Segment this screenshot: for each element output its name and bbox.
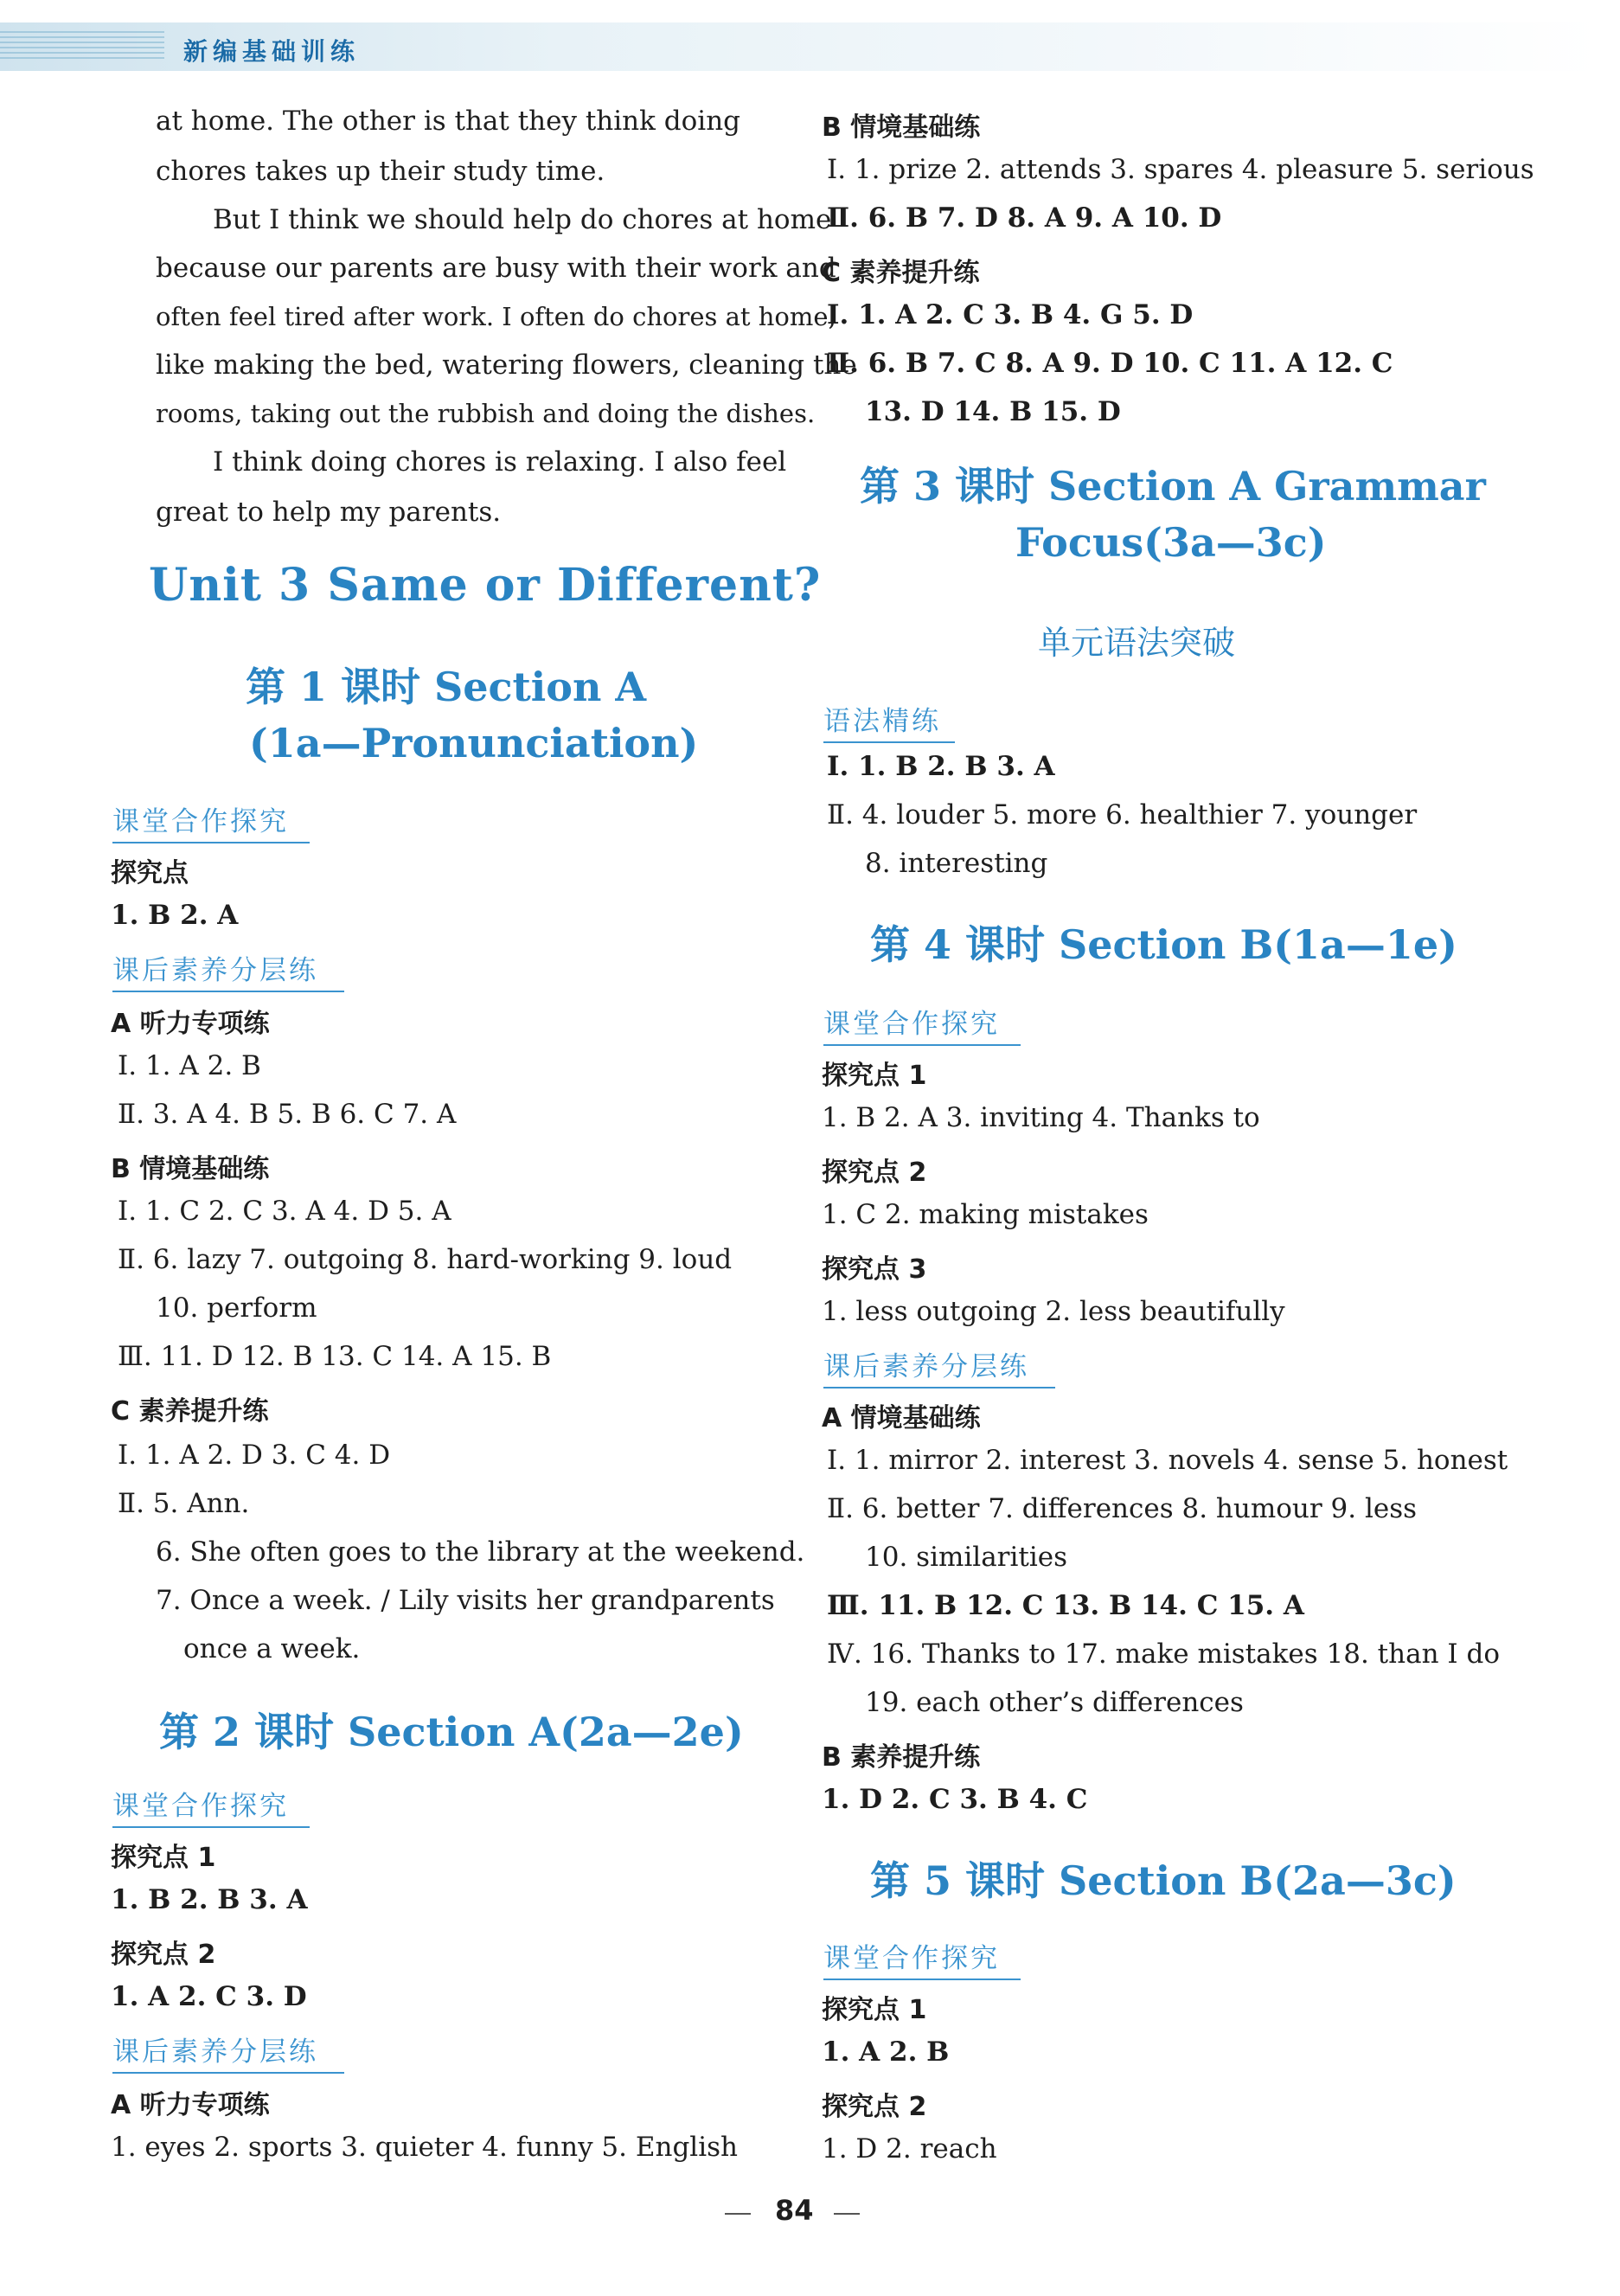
section-underline — [112, 991, 344, 992]
probe-point-heading: 探究点 3 — [822, 1254, 927, 1285]
page-number-dash-right — [834, 2213, 860, 2215]
essay-line: often feel tired after work. I often do chores at home, — [156, 302, 836, 331]
answer-line: once a week. — [183, 1633, 361, 1664]
answer-line: 1. B 2. A 3. inviting 4. Thanks to — [822, 1102, 1260, 1133]
answer-line: Ⅰ. 1. A 2. D 3. C 4. D — [118, 1440, 391, 1471]
section-label-text: 语法精练 — [823, 706, 941, 737]
answer-line: Ⅱ. 6. B 7. C 8. A 9. D 10. C 11. A 12. C — [827, 348, 1393, 379]
answer-line: Ⅰ. 1. prize 2. attends 3. spares 4. pleasure 5. serious — [827, 154, 1534, 185]
answer-line: Ⅱ. 3. A 4. B 5. B 6. C 7. A — [118, 1099, 457, 1130]
answer-line: 10. perform — [156, 1292, 317, 1324]
answer-line: Ⅱ. 6. B 7. D 8. A 9. A 10. D — [827, 202, 1222, 234]
essay-line: I think doing chores is relaxing. I also feel — [213, 446, 787, 478]
exercise-heading: B 情境基础练 — [822, 112, 981, 143]
probe-point-heading: 探究点 2 — [822, 1158, 927, 1188]
exercise-heading: A 情境基础练 — [822, 1403, 981, 1433]
essay-line: because our parents are busy with their work and — [156, 253, 836, 284]
section-label — [823, 1344, 1029, 1383]
answer-line: 1. B 2. B 3. A — [111, 1884, 308, 1915]
section-label-text: 课后素养分层练 — [823, 1351, 1029, 1382]
essay-line: chores takes up their study time. — [156, 156, 605, 187]
answer-line: 1. B 2. A — [111, 900, 239, 931]
answer-line: Ⅱ. 6. lazy 7. outgoing 8. hard-working 9. loud — [118, 1244, 733, 1275]
section-label — [112, 2030, 318, 2068]
section-label — [823, 699, 941, 738]
exercise-heading: C 素养提升练 — [111, 1396, 269, 1427]
answer-line: Ⅳ. 16. Thanks to 17. make mistakes 18. than I do — [827, 1639, 1500, 1670]
section-label-text: 课堂合作探究 — [823, 1943, 1000, 1974]
grammar-title: 单元语法突破 — [1038, 624, 1236, 662]
probe-point-heading: 探究点 1 — [822, 1061, 927, 1091]
header-stripes — [0, 31, 164, 62]
answer-line: 19. each other’s differences — [865, 1687, 1244, 1718]
lesson-title: 第 3 课时 Section A Grammar — [860, 463, 1486, 510]
section-label — [823, 1936, 1000, 1975]
section-label — [823, 1002, 1000, 1041]
section-underline — [112, 2072, 344, 2074]
section-label-text: 课后素养分层练 — [112, 955, 318, 986]
answer-line: 1. eyes 2. sports 3. quieter 4. funny 5. English — [111, 2132, 739, 2163]
probe-point-heading: 探究点 2 — [822, 2092, 927, 2122]
answer-line: 1. less outgoing 2. less beautifully — [822, 1296, 1285, 1327]
answer-line: Ⅰ. 1. A 2. B — [118, 1050, 261, 1081]
exercise-heading: C 素养提升练 — [822, 258, 980, 288]
page-number: 84 — [775, 2194, 814, 2227]
essay-line: like making the bed, watering flowers, cleaning the — [156, 350, 857, 381]
lesson-title: 第 1 课时 Section A — [246, 664, 647, 710]
probe-point-heading: 探究点 2 — [111, 1940, 216, 1970]
lesson-subtitle: (1a—Pronunciation) — [249, 720, 699, 766]
answer-line: 6. She often goes to the library at the weekend. — [156, 1536, 805, 1568]
answer-line: 1. A 2. C 3. D — [111, 1981, 307, 2012]
answer-line: Ⅰ. 1. mirror 2. interest 3. novels 4. sense 5. honest — [827, 1445, 1508, 1476]
section-underline — [112, 842, 310, 843]
lesson-title: 第 5 课时 Section B(2a—3c) — [870, 1857, 1457, 1904]
essay-line: great to help my parents. — [156, 497, 502, 528]
answer-line: Ⅲ. 11. B 12. C 13. B 14. C 15. A — [827, 1590, 1304, 1621]
answer-line: Ⅰ. 1. A 2. C 3. B 4. G 5. D — [827, 299, 1194, 330]
section-underline — [823, 741, 955, 743]
section-label-text: 课堂合作探究 — [823, 1009, 1000, 1040]
section-label — [112, 1784, 289, 1823]
answer-line: 1. D 2. C 3. B 4. C — [822, 1784, 1088, 1815]
exercise-heading: B 情境基础练 — [111, 1154, 270, 1184]
essay-line: at home. The other is that they think doing — [156, 106, 741, 137]
section-label-text: 课后素养分层练 — [112, 2036, 318, 2068]
unit-title: Unit 3 Same or Different? — [149, 559, 822, 612]
section-underline — [823, 1979, 1021, 1980]
exercise-heading: A 听力专项练 — [111, 1009, 270, 1039]
section-underline — [823, 1044, 1021, 1046]
answer-line: 1. C 2. making mistakes — [822, 1199, 1149, 1230]
answer-line: Ⅱ. 5. Ann. — [118, 1488, 250, 1519]
lesson-title: 第 2 课时 Section A(2a—2e) — [159, 1709, 744, 1755]
page-number-dash-left — [725, 2213, 751, 2215]
section-label-text: 课堂合作探究 — [112, 1791, 289, 1822]
essay-line: But I think we should help do chores at home — [213, 204, 832, 235]
section-underline — [823, 1387, 1055, 1389]
header-title: 新编基础训练 — [183, 37, 361, 66]
lesson-title: 第 4 课时 Section B(1a—1e) — [870, 921, 1457, 968]
exercise-heading: B 素养提升练 — [822, 1742, 981, 1773]
answer-line: Ⅰ. 1. C 2. C 3. A 4. D 5. A — [118, 1196, 451, 1227]
answer-line: Ⅰ. 1. B 2. B 3. A — [827, 751, 1055, 782]
answer-line: 13. D 14. B 15. D — [865, 396, 1121, 427]
answer-line: 8. interesting — [865, 848, 1048, 879]
probe-point-heading: 探究点 — [111, 858, 189, 888]
probe-point-heading: 探究点 1 — [111, 1843, 216, 1873]
section-label-text: 课堂合作探究 — [112, 806, 289, 837]
essay-line: rooms, taking out the rubbish and doing the dishes. — [156, 399, 816, 428]
exercise-heading: A 听力专项练 — [111, 2090, 270, 2120]
answer-line: Ⅱ. 4. louder 5. more 6. healthier 7. younger — [827, 799, 1418, 831]
section-underline — [112, 1826, 310, 1828]
answer-line: 7. Once a week. / Lily visits her grandparents — [156, 1585, 775, 1616]
answer-line: 10. similarities — [865, 1542, 1068, 1573]
answer-line: Ⅱ. 6. better 7. differences 8. humour 9. less — [827, 1493, 1418, 1524]
probe-point-heading: 探究点 1 — [822, 1995, 927, 2025]
section-label — [112, 799, 289, 838]
section-label — [112, 948, 318, 987]
lesson-subtitle: Focus(3a—3c) — [1015, 519, 1327, 566]
answer-line: 1. D 2. reach — [822, 2133, 997, 2165]
answer-line: Ⅲ. 11. D 12. B 13. C 14. A 15. B — [118, 1341, 552, 1372]
answer-line: 1. A 2. B — [822, 2036, 950, 2068]
